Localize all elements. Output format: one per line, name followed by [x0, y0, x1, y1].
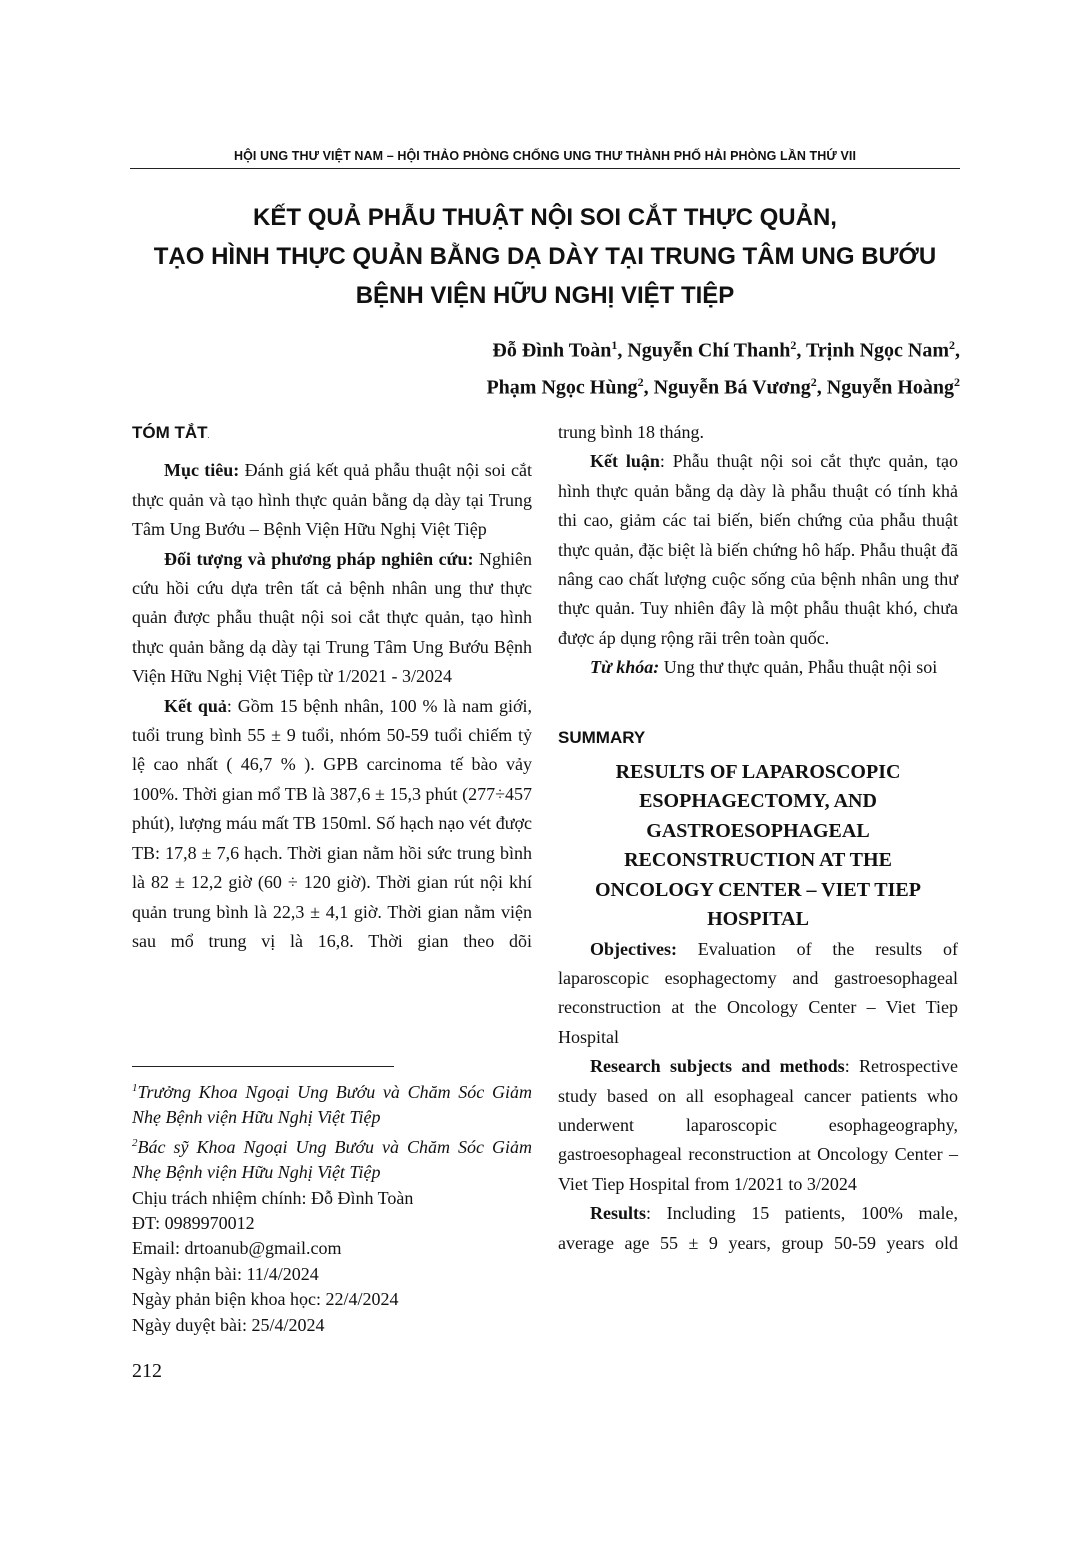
summary-methods-label: Research subjects and methods: [590, 1056, 845, 1077]
keywords-text: Ung thư thực quản, Phẫu thuật nội soi: [659, 657, 938, 678]
footnote-rule: [132, 1066, 394, 1067]
abstract-methods: [132, 545, 532, 692]
summary-heading: SUMMARY: [558, 727, 646, 747]
accepted-date: Ngày duyệt bài: 25/4/2024: [132, 1314, 325, 1335]
summary-results: [558, 1199, 958, 1258]
author-affiliation: 2: [954, 374, 960, 389]
objective-text: Đánh giá kết quả phẫu thuật nội soi cắt thực quản và tạo hình thực quản bằng dạ dày tại Trung Tâm Ung Bướu – Bệnh Viện Hữu Nghị Việt Tiệp: [132, 460, 532, 540]
author-affiliation: 2: [637, 374, 644, 389]
results-text: : Gồm 15 bệnh nhân, 100 % là nam giới, tuổi trung bình 55 ± 9 tuổi, nhóm 50-59 tuổi chiếm tỷ lệ cao nhất ( 46,7 % ). GPB carcinoma tế bào vảy 100%. Thời gian mổ TB là 387,6 ± 15,3 phút (277÷457 phút), lượng máu mất TB 150ml. Số hạch nạo vét được TB: 17,8 ± 7,6 hạch. Thời gian nằm hồi sức trung bình là 82 ± 12,2 giờ (60 ÷ 120 giờ). Thời gian rút nội khí quản trung bình là 22,3 ± 4,1 giờ. Thời gian nằm viện sau mổ trung vị là 16,8. Thời gian theo dõi: [132, 695, 532, 951]
abstract-objective: [132, 456, 532, 544]
author-name: Đỗ Đình Toàn: [492, 339, 612, 362]
summary-methods: [558, 1052, 958, 1199]
conclusion-text: : Phẫu thuật nội soi cắt thực quản, tạo hình thực quản bằng dạ dày là phẫu thuật có tính khả thi cao, giảm các tai biến, biến chứng của phẫu thuật thực quản, đặc biệt là biến chứng hô hấp. Phẫu thuật đã nâng cao chất lượng cuộc sống của bệnh nhân ung thư thực quản. Tuy nhiên đây là một phẫu thuật khó, chưa được áp dụng rộng rãi trên toàn quốc.: [558, 451, 958, 648]
author-name: Nguyễn Chí Thanh: [627, 339, 791, 362]
summary-results-label: Results: [590, 1203, 647, 1224]
objectives-text: Evaluation of the results of laparoscopic esophagectomy and gastroesophageal reconstruction at the Oncology Center – Viet Tiep Hospital: [558, 938, 958, 1047]
footnote-text: Bác sỹ Khoa Ngoại Ung Bướu và Chăm Sóc Giảm Nhẹ Bệnh viện Hữu Nghị Việt Tiệp: [132, 1136, 532, 1183]
footnote-mark: 1: [132, 1082, 138, 1094]
phone-number: ĐT: 0989970012: [132, 1213, 255, 1234]
author-affiliation: 2: [949, 338, 955, 352]
keywords: [558, 653, 958, 682]
author-affiliation: 1: [611, 338, 618, 352]
abstract-results: [132, 692, 532, 957]
english-title-line: ONCOLOGY CENTER – VIET TIEP: [594, 878, 921, 901]
english-title-line: RESULTS OF LAPAROSCOPIC: [615, 761, 901, 784]
author-affiliation: 2: [810, 374, 817, 389]
abstract-conclusion: [558, 447, 958, 653]
author-affiliation: 2: [790, 338, 797, 352]
english-title-line: RECONSTRUCTION AT THE: [624, 849, 892, 872]
author-name: Nguyễn Bá Vương: [653, 376, 811, 399]
summary-objectives: [558, 935, 958, 1053]
abstract-heading-text: TÓM TẮT: [132, 423, 208, 442]
footnote-mark: 2: [132, 1136, 138, 1149]
english-title-line: ESOPHAGECTOMY, AND: [639, 790, 877, 813]
results-continued: trung bình 18 tháng.: [558, 422, 704, 442]
keywords-label: Từ khóa:: [590, 657, 660, 678]
left-column: [132, 418, 532, 956]
abstract-heading: [132, 418, 532, 450]
summary-methods-text: : Retrospective study based on all esophageal cancer patients who underwent laparoscopic esophageography, gastroesophageal reconstruction at Oncology Center – Viet Tiep Hospital from 1/2021 to 3/2024: [558, 1056, 959, 1194]
conclusion-label: Kết luận: [590, 451, 660, 472]
page-number: 212: [132, 1360, 162, 1382]
objectives-label: Objectives:: [590, 938, 677, 959]
email: Email: drtoanub@gmail.com: [132, 1238, 342, 1259]
article-title: [110, 198, 980, 315]
header-rule: [130, 168, 960, 169]
methods-label: Đối tượng và phương pháp nghiên cứu:: [164, 548, 474, 569]
english-title-line: HOSPITAL: [707, 908, 809, 931]
author-name: Trịnh Ngọc Nam: [806, 339, 949, 362]
title-line: TẠO HÌNH THỰC QUẢN BẰNG DẠ DÀY TẠI TRUNG TÂM UNG BƯỚU: [153, 243, 937, 270]
author-name: Nguyễn Hoàng: [826, 376, 954, 399]
right-column: [558, 418, 958, 1258]
results-label: Kết quả: [164, 695, 227, 716]
corresponding-author: Chịu trách nhiệm chính: Đỗ Đình Toàn: [132, 1187, 414, 1208]
english-title-line: GASTROESOPHAGEAL: [646, 819, 870, 842]
objective-label: Mục tiêu:: [164, 460, 240, 481]
summary-results-text: : Including 15 patients, 100% male, average age 55 ± 9 years, group 50-59 years old: [558, 1203, 958, 1253]
footnotes: [132, 1076, 532, 1338]
footnote-affiliation-2: [132, 1131, 532, 1186]
footnote-text: Trưởng Khoa Ngoại Ung Bướu và Chăm Sóc Giảm Nhẹ Bệnh viện Hữu Nghị Việt Tiệp: [132, 1082, 532, 1128]
review-date: Ngày phản biện khoa học: 22/4/2024: [132, 1289, 399, 1310]
author-line: Phạm Ngọc Hùng$^2$, Nguyễn Bá Vương$^2$, Nguyễn Hoàng$^2$: [486, 374, 960, 399]
author-list: [486, 330, 960, 403]
title-line: BỆNH VIỆN HỮU NGHỊ VIỆT TIỆP: [355, 282, 735, 309]
english-title: [558, 758, 958, 934]
author-line: Đỗ Đình Toàn$^1$, Nguyễn Chí Thanh$^2$, Trịnh Ngọc Nam$^2$,: [492, 338, 960, 362]
received-date: Ngày nhận bài: 11/4/2024: [132, 1263, 319, 1284]
running-header: HỘI UNG THƯ VIỆT NAM – HỘI THẢO PHÒNG CHỐNG UNG THƯ THÀNH PHỐ HẢI PHÒNG LẦN THỨ VII: [233, 149, 857, 163]
abstract-heading-mark: .: [207, 431, 210, 440]
title-line: KẾT QUẢ PHẪU THUẬT NỘI SOI CẮT THỰC QUẢN,: [253, 204, 837, 231]
author-name: Phạm Ngọc Hùng: [486, 376, 638, 399]
methods-text: Nghiên cứu hồi cứu dựa trên tất cả bệnh nhân ung thư thực quản được phẫu thuật nội soi cắt thực quản, tạo hình thực quản bằng dạ dày tại Trung Tâm Ung Bướu Bệnh Viện Hữu Nghị Việt Tiệp từ 1/2021 - 3/2024: [132, 548, 532, 687]
footnote-affiliation-1: [132, 1076, 532, 1131]
